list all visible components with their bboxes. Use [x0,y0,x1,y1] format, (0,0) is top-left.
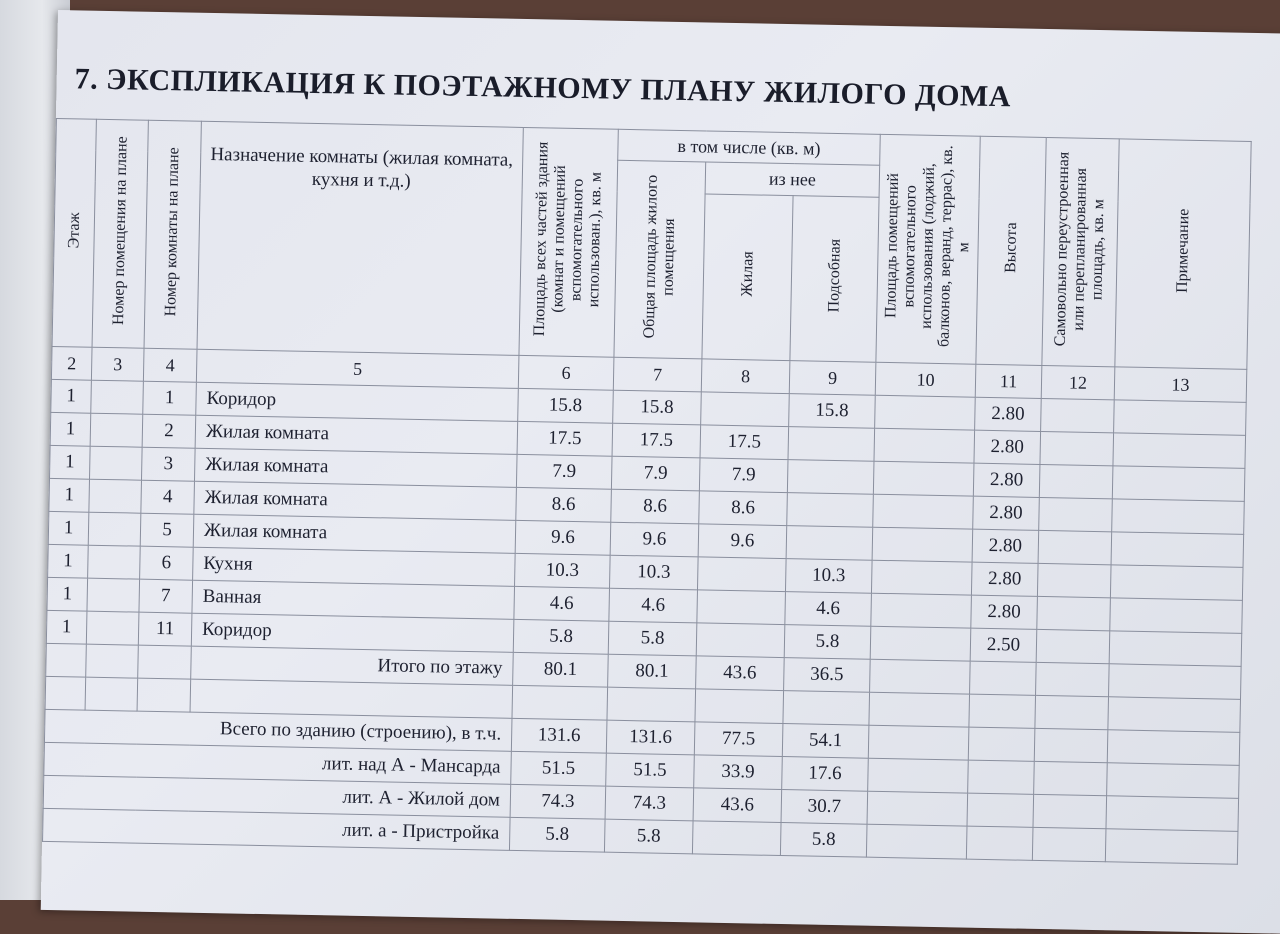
cell-living-area: 8.6 [699,491,788,526]
cell-area: 15.8 [518,388,614,423]
cell-total-area: 10.3 [610,555,699,590]
cell-room-number: 11 [138,612,192,646]
cell-living-area [697,557,786,592]
cell-living-area: 7.9 [699,458,788,493]
cell-total-area: 131.6 [606,720,695,755]
cell-living-area: 77.5 [694,722,783,757]
cell-area: 10.3 [515,553,611,588]
header-unauthorized-area: Самовольно переустроенная или перепланированная площадь, кв. м [1042,137,1119,366]
cell-aux-area: 36.5 [784,658,871,693]
cell-floor: 1 [48,511,89,545]
header-of-it: из нее [705,162,880,197]
column-number: 10 [875,362,976,397]
cell-floor: 1 [46,610,87,644]
cell-room-number: 3 [141,447,195,481]
cell-height: 2.80 [973,463,1040,497]
cell-room-number: 5 [140,513,194,547]
page-title: 7. ЭКСПЛИКАЦИЯ К ПОЭТАЖНОМУ ПЛАНУ ЖИЛОГО ДОМА [74,62,1012,114]
header-note: Примечание [1115,139,1251,369]
cell-room-number: 7 [139,579,193,613]
cell-height: 2.80 [971,595,1038,629]
header-area-all: Площадь всех частей здания (комнат и помещений вспомогательного использован.), кв. м [519,127,618,357]
cell-room-name: Жилая комната [195,415,518,454]
cell-aux-area: 5.8 [780,823,867,858]
header-room-purpose: Назначение комнаты (жилая комната, кухня и т.д.) [197,121,523,355]
cell-aux-area: 4.6 [785,592,872,627]
cell-floor: 1 [50,412,91,446]
cell-height: 2.80 [971,562,1038,596]
cell-height: 2.50 [970,628,1037,662]
cell-area: 131.6 [511,718,607,753]
cell-living-area: 43.6 [696,656,785,691]
cell-living-area [701,392,790,427]
cell-area: 74.3 [510,784,606,819]
cell-living-area: 43.6 [693,788,782,823]
header-height: Высота [976,136,1046,365]
cell-floor: 1 [51,379,92,413]
cell-room-number: 6 [140,546,194,580]
cell-area: 5.8 [513,619,609,654]
building-total-label: лит. а - Пристройка [43,808,511,850]
cell-area: 51.5 [511,751,607,786]
cell-room-name: Коридор [191,613,514,652]
cell-total-area: 8.6 [611,489,700,524]
cell-area: 7.9 [516,454,612,489]
column-number: 12 [1041,365,1115,399]
cell-aux-area [787,460,874,495]
cell-total-area: 15.8 [613,390,702,425]
cell-height: 2.80 [972,529,1039,563]
header-floor: Этаж [52,118,96,347]
cell-aux-area: 30.7 [781,790,868,825]
explication-table [42,118,1252,865]
cell-total-area: 51.5 [606,753,695,788]
cell-room-name: Коридор [196,382,519,421]
cell-living-area: 17.5 [700,425,789,460]
cell-area: 5.8 [509,817,605,852]
building-total-label: Всего по зданию (строению), в т.ч. [44,709,512,751]
cell-total-area: 4.6 [609,588,698,623]
cell-area: 17.5 [517,421,613,456]
column-number: 6 [518,355,614,390]
cell-room-number: 4 [141,480,195,514]
cell-total-area: 9.6 [610,522,699,557]
header-premise-number: Номер помещения на плане [92,119,148,348]
cell-aux-area [786,526,873,561]
cell-living-area: 33.9 [694,755,783,790]
cell-height: 2.80 [975,397,1042,431]
cell-floor: 1 [48,544,89,578]
cell-total-area: 17.5 [612,423,701,458]
cell-room-number: 2 [142,414,196,448]
cell-aux-area [787,493,874,528]
column-number: 5 [196,349,519,388]
building-total-label: лит. над А - Мансарда [44,742,512,784]
cell-total-area: 74.3 [605,786,694,821]
cell-aux-area [788,427,875,462]
column-number: 11 [975,364,1042,398]
cell-area: 8.6 [516,487,612,522]
cell-total-area: 80.1 [608,654,697,689]
cell-living-area [696,623,785,658]
column-number: 8 [701,359,790,394]
header-living: Жилая [702,194,793,361]
cell-floor: 1 [49,478,90,512]
header-including: в том числе (кв. м) [618,129,881,165]
cell-room-name: Жилая комната [193,514,516,553]
header-total-living: Общая площадь жилого помещения [614,160,706,359]
cell-aux-area: 54.1 [782,724,869,759]
header-auxiliary: Подсобная [790,195,879,362]
building-total-label: лит. А - Жилой дом [43,775,511,817]
cell-room-number: 1 [143,381,197,415]
cell-aux-area: 17.6 [782,757,869,792]
header-room-number: Номер комнаты на плане [144,120,201,349]
header-aux-area: Площадь помещений вспомогательного использования (лоджий, балконов, веранд, террас), кв. м [876,134,980,364]
cell-total-area: 5.8 [608,621,697,656]
cell-area: 9.6 [515,520,611,555]
cell-aux-area: 10.3 [785,559,872,594]
cell-total-area: 5.8 [604,819,693,854]
cell-area: 4.6 [514,586,610,621]
column-number: 7 [613,357,702,392]
cell-height: 2.80 [973,496,1040,530]
cell-height: 2.80 [974,430,1041,464]
cell-room-name: Жилая комната [194,448,517,487]
explication-page [41,10,1280,934]
cell-floor: 1 [50,445,91,479]
column-number: 13 [1114,367,1247,403]
cell-room-name: Ванная [192,580,515,619]
cell-area: 80.1 [513,652,609,687]
cell-living-area [697,590,786,625]
cell-floor: 1 [47,577,88,611]
column-number: 9 [789,361,876,396]
cell-total-area: 7.9 [611,456,700,491]
column-number: 3 [91,347,144,381]
floor-total-label: Итого по этажу [191,646,514,685]
column-number: 4 [143,348,197,382]
cell-living-area [692,821,781,856]
cell-living-area: 9.6 [698,524,787,559]
cell-aux-area: 15.8 [789,394,876,429]
column-number: 2 [51,346,92,380]
cell-room-name: Жилая комната [194,481,517,520]
cell-aux-area: 5.8 [784,625,871,660]
cell-room-name: Кухня [193,547,516,586]
